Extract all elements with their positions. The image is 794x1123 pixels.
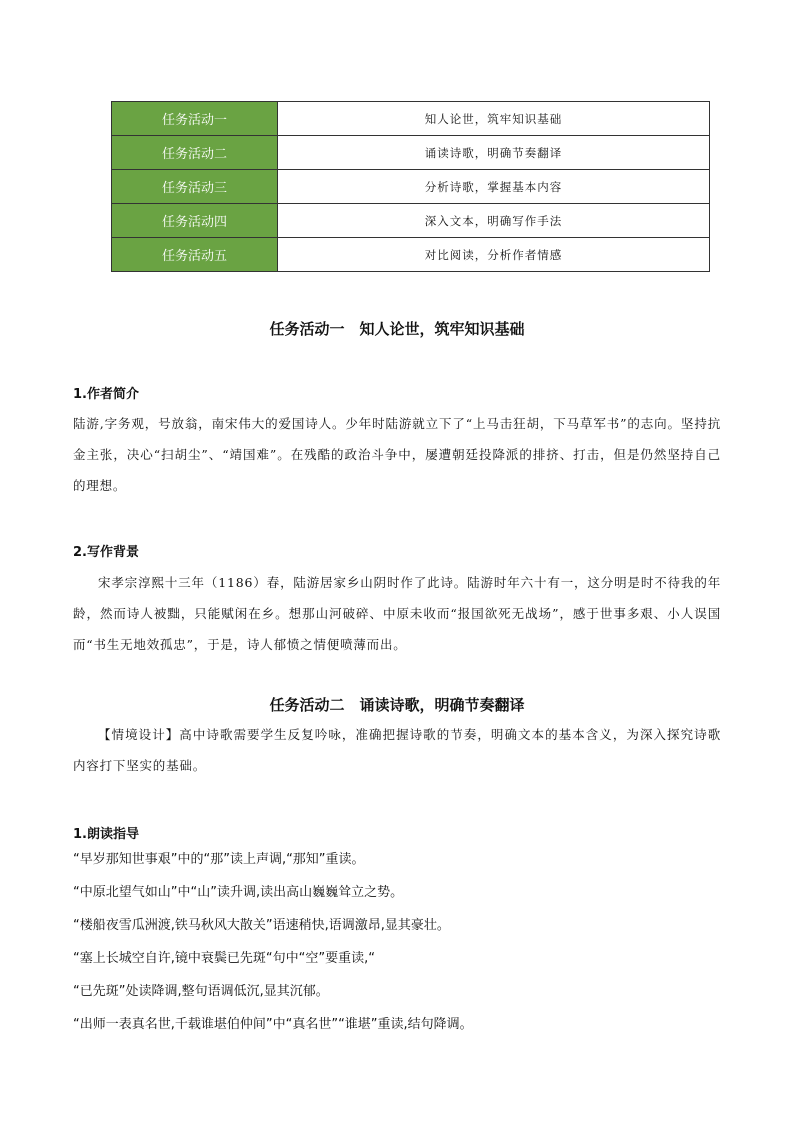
task-description-cell: 知人论世，筑牢知识基础	[278, 102, 710, 136]
reading-guide-line: “早岁那知世事艰”中的“那”读上声调,“那知”重读。	[73, 852, 365, 867]
reading-guide-line: “中原北望气如山”中“山”读升调,读出高山巍巍耸立之势。	[73, 885, 404, 900]
reading-guide-line: “楼船夜雪瓜洲渡,铁马秋风大散关”语速稍快,语调激昂,显其豪壮。	[73, 918, 450, 933]
author-intro-text: 陆游,字务观，号放翁，南宋伟大的爱国诗人。少年时陆游就立下了“上马击狂胡，下马草军书”的志向。坚持抗金主张，决心“扫胡尘”、“靖国难”。在残酷的政治斗争中，屡遭朝廷投降派的排挤、打击，但是仍然坚持自己的理想。	[73, 416, 721, 493]
reading-guide-list	[73, 843, 733, 1041]
task-row	[112, 170, 710, 204]
task-row	[112, 238, 710, 272]
task-description-cell: 深入文本，明确写作手法	[278, 204, 710, 238]
task-row	[112, 136, 710, 170]
writing-background-text: 宋孝宗淳熙十三年（1186）春，陆游居家乡山阴时作了此诗。陆游时年六十有一，这分明是时不待我的年龄，然而诗人被黜，只能赋闲在乡。想那山河破碎、中原未收而“报国欲死无战场”，感于世事多艰、小人误国而“书生无地效孤忠”，于是，诗人郁愤之情便喷薄而出。	[73, 575, 721, 652]
task-description-cell: 诵读诗歌，明确节奏翻译	[278, 136, 710, 170]
reading-guide-line: “出师一表真名世,千载谁堪伯仲间”中“真名世”“谁堪”重读,结句降调。	[73, 1017, 473, 1032]
section-title-task-one: 任务活动一 知人论世，筑牢知识基础	[269, 320, 525, 338]
task-row	[112, 102, 710, 136]
writing-background-heading: 2.写作背景	[73, 545, 139, 560]
reading-guide-line: “塞上长城空自许,镜中衰鬓已先斑“句中“空”要重读,“	[73, 951, 375, 966]
scenario-design-text: 【情境设计】高中诗歌需要学生反复吟咏，准确把握诗歌的节奏，明确文本的基本含义，为深入探究诗歌内容打下坚实的基础。	[73, 727, 721, 773]
task-overview-table	[111, 101, 710, 272]
reading-guide-heading: 1.朗读指导	[73, 827, 139, 842]
task-name-cell: 任务活动二	[112, 136, 278, 170]
section-title-task-two: 任务活动二 诵读诗歌，明确节奏翻译	[269, 696, 525, 714]
task-name-cell: 任务活动一	[112, 102, 278, 136]
task-name-cell: 任务活动四	[112, 204, 278, 238]
task-name-cell: 任务活动三	[112, 170, 278, 204]
task-description-cell: 分析诗歌，掌握基本内容	[278, 170, 710, 204]
task-description-cell: 对比阅读，分析作者情感	[278, 238, 710, 272]
reading-guide-line: “已先斑”处读降调,整句语调低沉,显其沉郁。	[73, 984, 329, 999]
task-row	[112, 204, 710, 238]
author-intro-heading: 1.作者简介	[73, 387, 139, 402]
task-name-cell: 任务活动五	[112, 238, 278, 272]
